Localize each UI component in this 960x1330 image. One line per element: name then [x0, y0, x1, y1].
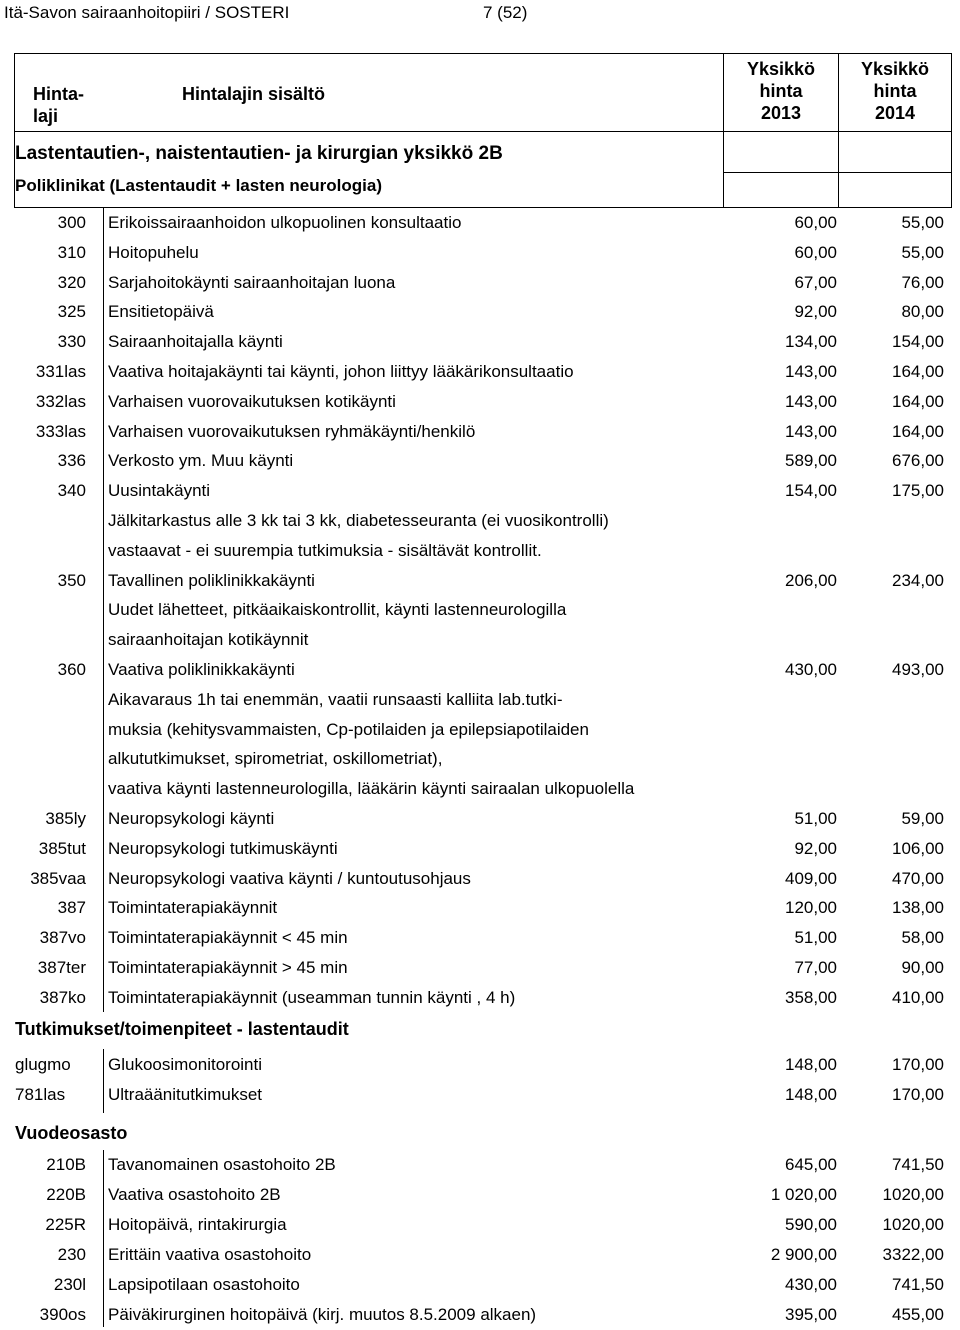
- row-price-2014: 455,00: [892, 1304, 944, 1324]
- row-code: 230: [57, 1244, 86, 1264]
- row-description: Neuropsykologi käynti: [108, 809, 275, 828]
- row-code: 387vo: [39, 928, 86, 948]
- row-price-2013: 1 020,00: [770, 1184, 837, 1204]
- row-description: Jälkitarkastus alle 3 kk tai 3 kk, diabetesseuranta (ei vuosikontrolli): [108, 511, 609, 530]
- row-price-2013: 67,00: [794, 272, 837, 292]
- row-description: Uudet lähetteet, pitkäaikaiskontrollit, käynti lastenneurologilla: [108, 600, 567, 620]
- row-description: muksia (kehitysvammaisten, Cp-potilaiden ja epilepsiapotilaiden: [108, 719, 589, 739]
- unit-title: Lastentautien-, naistentautien- ja kirurgian yksikkö 2B: [15, 143, 503, 164]
- row-code: 310: [57, 242, 86, 262]
- row-description: Erikoissairaanhoidon ulkopuolinen konsultaatio: [108, 213, 462, 232]
- table-row: [0, 774, 960, 804]
- row-description: Aikavaraus 1h tai enemmän, vaatii runsaasti kalliita lab.tutki-: [108, 689, 563, 709]
- row-price-2013: 358,00: [785, 987, 837, 1007]
- row-price-2014: 1020,00: [882, 1214, 944, 1234]
- table-row: [0, 536, 960, 566]
- row-price-2013: 206,00: [785, 570, 837, 590]
- row-price-2013: 645,00: [785, 1155, 837, 1174]
- row-price-2014: 3322,00: [882, 1244, 944, 1264]
- row-code: 220B: [46, 1184, 86, 1204]
- row-description: alkututkimukset, spirometriat, oskillometriat),: [108, 749, 443, 769]
- row-price-2013: 430,00: [785, 1274, 837, 1294]
- table-row: [0, 446, 960, 476]
- row-price-2013: 60,00: [794, 242, 837, 262]
- row-price-2014: 55,00: [901, 213, 944, 232]
- row-price-2013: 2 900,00: [770, 1244, 837, 1264]
- row-description: Toimintaterapiakäynnit < 45 min: [108, 928, 348, 948]
- row-price-2014: 170,00: [892, 1055, 944, 1074]
- row-description: Toimintaterapiakäynnit > 45 min: [108, 958, 348, 977]
- table-row: [0, 476, 960, 506]
- row-description: Ultraäänitutkimukset: [108, 1085, 263, 1104]
- row-description: Ensitietopäivä: [108, 302, 214, 322]
- row-description: Glukoosimonitorointi: [108, 1055, 263, 1074]
- row-price-2013: 148,00: [785, 1055, 837, 1074]
- row-code: 385ly: [45, 809, 86, 828]
- row-price-2013: 51,00: [794, 928, 837, 948]
- table-row: [0, 297, 960, 327]
- row-code: 210B: [46, 1155, 86, 1174]
- organization-header: Itä-Savon sairaanhoitopiiri / SOSTERI: [4, 3, 290, 22]
- table-row: [0, 208, 960, 238]
- row-code: 330: [57, 332, 86, 352]
- table-row: [0, 864, 960, 894]
- row-description: Lapsipotilaan osastohoito: [108, 1274, 300, 1294]
- row-code: glugmo: [15, 1055, 71, 1074]
- row-description: Tavallinen poliklinikkakäynti: [108, 570, 315, 590]
- row-code: 390os: [39, 1304, 86, 1324]
- row-price-2014: 175,00: [892, 481, 944, 501]
- table-row: [0, 893, 960, 923]
- row-code: 332las: [35, 391, 86, 411]
- row-code: 333las: [35, 421, 86, 441]
- row-description: Uusintakäynti: [108, 481, 211, 501]
- row-price-2014: 234,00: [892, 570, 944, 590]
- column-header-price-2013: Yksikkö hinta 2013: [746, 59, 816, 123]
- row-price-2014: 106,00: [892, 838, 944, 858]
- table-row: [0, 357, 960, 387]
- table-row: [0, 625, 960, 655]
- row-price-2013: 148,00: [785, 1085, 837, 1104]
- row-price-2014: 410,00: [892, 987, 944, 1007]
- table-row: [0, 655, 960, 685]
- table-row: [0, 1080, 960, 1110]
- row-price-2014: 76,00: [901, 272, 944, 292]
- row-price-2014: 154,00: [892, 332, 944, 352]
- row-price-2014: 58,00: [901, 928, 944, 948]
- ward-section-title: Vuodeosasto: [15, 1123, 128, 1143]
- procedures-section-title: Tutkimukset/toimenpiteet - lastentaudit: [15, 1019, 349, 1039]
- table-row: [0, 923, 960, 953]
- table-row: [0, 1300, 960, 1330]
- row-price-2013: 143,00: [785, 391, 837, 411]
- row-price-2013: 143,00: [785, 421, 837, 441]
- table-row: [0, 417, 960, 447]
- row-code: 385tut: [38, 838, 86, 858]
- clinics-section-title: Poliklinikat (Lastentaudit + lasten neurologia): [15, 176, 382, 195]
- row-price-2013: 77,00: [794, 958, 837, 977]
- table-row: [0, 685, 960, 715]
- row-description: Hoitopuhelu: [108, 242, 199, 262]
- row-description: Verkosto ym. Muu käynti: [108, 451, 294, 471]
- table-row: [0, 268, 960, 298]
- row-description: Varhaisen vuorovaikutuksen ryhmäkäynti/henkilö: [108, 421, 476, 441]
- column-header-code: Hinta- laji: [33, 84, 84, 126]
- row-price-2014: 170,00: [892, 1085, 944, 1104]
- row-price-2014: 741,50: [892, 1155, 944, 1174]
- row-code: 387ko: [39, 987, 86, 1007]
- row-price-2014: 55,00: [901, 242, 944, 262]
- row-code: 320: [57, 272, 86, 292]
- row-price-2014: 493,00: [892, 660, 944, 679]
- row-price-2013: 60,00: [794, 213, 837, 232]
- column-header-description: Hintalajin sisältö: [182, 84, 326, 104]
- row-price-2013: 409,00: [785, 868, 837, 888]
- row-description: Toimintaterapiakäynnit (useamman tunnin käynti , 4 h): [108, 987, 516, 1007]
- row-code: 387ter: [37, 958, 86, 977]
- row-price-2013: 395,00: [785, 1304, 837, 1324]
- row-price-2013: 589,00: [785, 451, 837, 471]
- table-row: [0, 953, 960, 983]
- table-row: [0, 983, 960, 1013]
- row-price-2014: 164,00: [892, 362, 944, 381]
- table-row: [0, 1270, 960, 1300]
- row-description: Neuropsykologi tutkimuskäynti: [108, 838, 338, 858]
- row-description: Tavanomainen osastohoito 2B: [108, 1155, 336, 1174]
- row-code: 225R: [45, 1214, 86, 1234]
- row-price-2014: 676,00: [892, 451, 944, 471]
- row-price-2014: 741,50: [892, 1274, 944, 1294]
- row-description: Vaativa hoitajakäynti tai käynti, johon liittyy lääkärikonsultaatio: [108, 362, 574, 381]
- row-description: Vaativa poliklinikkakäynti: [108, 660, 295, 679]
- row-code: 336: [57, 451, 86, 471]
- table-row: [0, 1240, 960, 1270]
- row-code: 331las: [35, 362, 86, 381]
- row-price-2014: 90,00: [901, 958, 944, 977]
- table-row: [0, 506, 960, 536]
- row-price-2014: 80,00: [901, 302, 944, 322]
- row-code: 325: [57, 302, 86, 322]
- row-price-2013: 120,00: [785, 898, 837, 918]
- table-row: [0, 566, 960, 596]
- table-row: [0, 1050, 960, 1080]
- row-code: 340: [57, 481, 86, 501]
- table-row: [0, 327, 960, 357]
- row-description: Hoitopäivä, rintakirurgia: [108, 1214, 287, 1234]
- row-price-2014: 138,00: [892, 898, 944, 918]
- column-header-price-2014: Yksikkö hinta 2014: [860, 59, 930, 123]
- page-number: 7 (52): [483, 3, 528, 22]
- row-code: 385vaa: [30, 868, 86, 888]
- table-row: [0, 1150, 960, 1180]
- table-row: [0, 804, 960, 834]
- row-description: vastaavat - ei suurempia tutkimuksia - sisältävät kontrollit.: [108, 540, 542, 560]
- row-price-2013: 92,00: [794, 302, 837, 322]
- row-price-2013: 154,00: [785, 481, 837, 501]
- row-price-2013: 430,00: [785, 660, 837, 679]
- table-row: [0, 238, 960, 268]
- row-price-2013: 590,00: [785, 1214, 837, 1234]
- table-row: [0, 595, 960, 625]
- row-description: vaativa käynti lastenneurologilla, lääkärin käynti sairaalan ulkopuolella: [108, 779, 635, 799]
- row-code: 230l: [53, 1274, 86, 1294]
- row-price-2013: 51,00: [794, 809, 837, 828]
- row-price-2014: 164,00: [892, 421, 944, 441]
- row-description: Neuropsykologi vaativa käynti / kuntoutusohjaus: [108, 868, 471, 888]
- row-description: Päiväkirurginen hoitopäivä (kirj. muutos 8.5.2009 alkaen): [108, 1304, 537, 1324]
- table-row: [0, 744, 960, 774]
- row-code: 387: [57, 898, 86, 918]
- row-price-2014: 1020,00: [882, 1184, 944, 1204]
- table-row: [0, 1210, 960, 1240]
- row-price-2014: 470,00: [892, 868, 944, 888]
- table-row: [0, 834, 960, 864]
- row-description: Toimintaterapiakäynnit: [108, 898, 278, 918]
- row-code: 781las: [15, 1085, 66, 1104]
- table-row: [0, 715, 960, 745]
- table-row: [0, 387, 960, 417]
- row-price-2013: 143,00: [785, 362, 837, 381]
- row-description: Sarjahoitokäynti sairaanhoitajan luona: [108, 272, 396, 292]
- row-code: 350: [57, 570, 86, 590]
- row-description: Vaativa osastohoito 2B: [108, 1184, 281, 1204]
- row-price-2013: 134,00: [785, 332, 837, 352]
- row-description: Varhaisen vuorovaikutuksen kotikäynti: [108, 391, 396, 411]
- row-code: 360: [57, 660, 86, 679]
- row-description: sairaanhoitajan kotikäynnit: [108, 630, 309, 650]
- row-price-2013: 92,00: [794, 838, 837, 858]
- row-code: 300: [57, 213, 86, 232]
- row-price-2014: 59,00: [901, 809, 944, 828]
- row-description: Erittäin vaativa osastohoito: [108, 1244, 312, 1264]
- row-description: Sairaanhoitajalla käynti: [108, 332, 283, 352]
- table-row: [0, 1180, 960, 1210]
- row-price-2014: 164,00: [892, 391, 944, 411]
